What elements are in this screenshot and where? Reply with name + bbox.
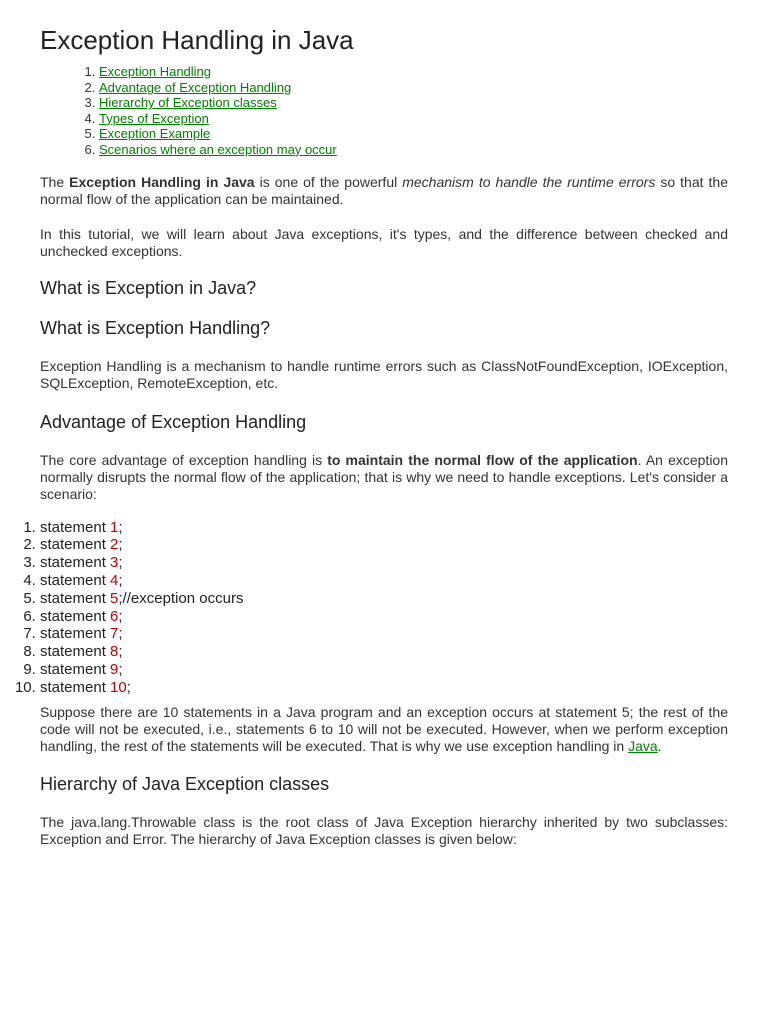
toc-item [99,111,728,127]
intro-text-2: is one of the powerful [254,173,403,190]
toc-link-advantage[interactable]: Advantage of Exception Handling [99,79,292,95]
intro-text-1: The [40,173,70,190]
code-line: 8. statement 8; [40,643,728,661]
suppose-paragraph [40,704,728,755]
heading-what-is-handling: What is Exception Handling? [40,317,271,338]
toc-item [99,142,728,158]
advantage-text-1: The core advantage of exception handling is [40,451,328,468]
advantage-paragraph [40,452,728,503]
suppose-text-2: . [657,737,662,754]
handling-paragraph: Exception Handling is a mechanism to handle runtime errors such as ClassNotFoundException, IOException, SQLException, RemoteException, etc. [40,357,728,391]
tutorial-paragraph: In this tutorial, we will learn about Java exceptions, it's types, and the difference between checked and unchecked exceptions. [40,225,728,259]
table-of-contents [40,64,728,158]
java-link[interactable]: Java [628,737,658,754]
toc-link-hierarchy[interactable]: Hierarchy of Exception classes [99,95,277,111]
advantage-text-2: . An exception normally disrupts the normal flow of the application; that is why we need to handle exceptions. Let's consider a scenario: [40,451,728,502]
suppose-text-1: Suppose there are 10 statements in a Java program and an exception occurs at statement 5; the rest of the code will not be executed, i.e., statements 6 to 10 will not be executed. However, when we perform exception handling, the rest of the statements will be executed. That is why we use exception handling in [40,703,728,754]
toc-link-scenarios[interactable]: Scenarios where an exception may occur [99,141,337,157]
code-line: 9. statement 9; [40,661,728,679]
code-line: 7. statement 7; [40,625,728,643]
code-line: 10. statement 10; [40,679,728,697]
toc-item [99,80,728,96]
code-line: 3. statement 3; [40,554,728,572]
intro-bold-text: Exception Handling in Java [69,173,255,190]
toc-item [99,64,728,80]
toc-link-types[interactable]: Types of Exception [99,110,209,126]
code-listing [0,519,728,697]
article [40,0,728,848]
intro-paragraph [40,174,728,208]
code-line: 5. statement 5;//exception occurs [40,590,728,608]
heading-hierarchy: Hierarchy of Java Exception classes [40,773,330,794]
page-title: Exception Handling in Java [40,25,354,55]
toc-item [99,95,728,111]
heading-advantage: Advantage of Exception Handling [40,411,307,432]
code-line: 2. statement 2; [40,536,728,554]
toc-link-example[interactable]: Exception Example [99,126,211,142]
intro-italic-text: mechanism to handle the runtime errors [402,173,656,190]
hierarchy-paragraph: The java.lang.Throwable class is the root class of Java Exception hierarchy inherited by two subclasses: Exception and Error. The hierarchy of Java Exception classes is given below: [40,813,728,847]
code-line: 4. statement 4; [40,572,728,590]
toc-link-exception-handling[interactable]: Exception Handling [99,64,212,79]
toc-item [99,126,728,142]
code-line: 1. statement 1; [40,519,728,537]
advantage-bold-text: to maintain the normal flow of the application [327,451,638,468]
code-line: 6. statement 6; [40,608,728,626]
heading-what-is-exception: What is Exception in Java? [40,277,257,298]
intro-text-3: so that the normal flow of the application can be maintained. [40,173,729,207]
